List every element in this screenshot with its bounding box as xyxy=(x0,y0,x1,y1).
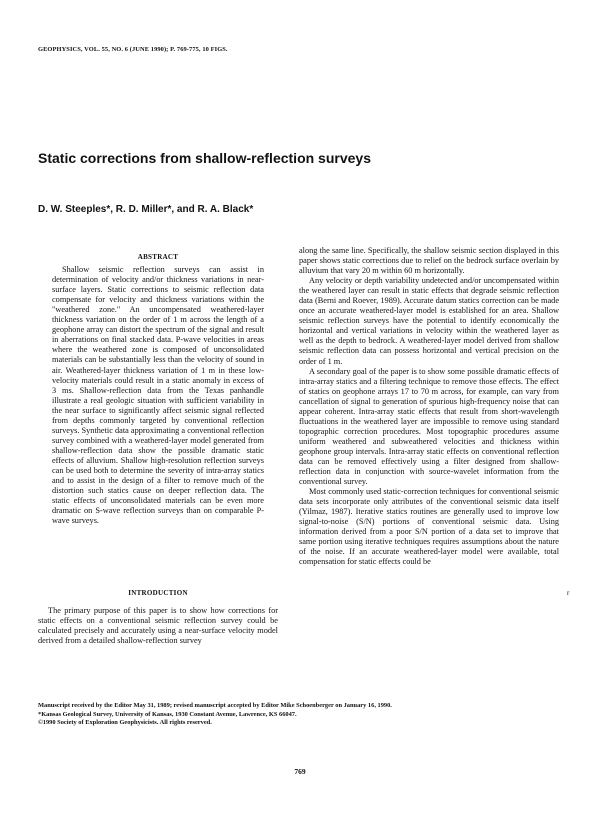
right-column xyxy=(299,246,559,568)
introduction-paragraph: The primary purpose of this paper is to show how corrections for static effects on a conventional seismic reflection survey could be calculated precisely and accurately using a near-surface velocity model derived from a detailed shallow-reflection survey xyxy=(38,606,278,646)
abstract-text: Shallow seismic reflection surveys can assist in determination of velocity and/or thickness variations in near-surface layers. Static corrections to seismic reflection data compensate for velocity and thickness variations within the "weathered zone." An uncompensated weathered-layer thickness variation on the order of 1 m across the length of a geophone array can distort the spectrum of the signal and result in aberrations on final stacked data. P-wave velocities in areas where the weathered zone is composed of unconsolidated materials can be substantially less than the velocity of sound in air. Weathered-layer thickness variation of 1 m in these low-velocity materials could result in a static anomaly in excess of 3 ms. Shallow-reflection data from the Texas panhandle illustrate a real geologic situation with sufficient variability in the near surface to significantly affect seismic signal reflected from depths commonly targeted by conventional reflection surveys. Synthetic data approximating a conventional reflection survey combined with a weathered-layer model generated from shallow-reflection data show the possible dramatic static effects of alluvium. Shallow high-resolution reflection surveys can be used both to determine the severity of intra-array statics and to assist in the design of a filter to remove much of the distortion such statics cause on deeper reflection data. The static effects of unconsolidated materials can be even more dramatic on S-wave reflection surveys than on comparable P-wave surveys. xyxy=(52,265,264,526)
right-paragraph-4: Most commonly used static-correction techniques for conventional seismic data sets incorporate only attributes of the conventional seismic data itself (Yilmaz, 1987). Iterative statics routines are generally used to improve low signal-to-noise (S/N) portions of conventional seismic data. Using information derived from a poor S/N portion of a data set to improve that same portion using iterative techniques requires assumptions about the nature of the noise. If an accurate weathered-layer model were available, total compensation for static effects could be xyxy=(299,487,559,567)
right-paragraph-1: along the same line. Specifically, the shallow seismic section displayed in this paper shows static corrections due to relief on the bedrock surface overlain by alluvium that vary 20 m within 60 m horizontally. xyxy=(299,246,559,276)
page-number: 769 xyxy=(294,767,306,776)
footnote-copyright: ©1990 Society of Exploration Geophysicists. All rights reserved. xyxy=(38,719,212,727)
introduction-heading: INTRODUCTION xyxy=(128,589,188,597)
footnote-rule xyxy=(38,700,138,701)
footnote-manuscript: Manuscript received by the Editor May 31, 1989; revised manuscript accepted by Editor Mike Schoenberger on January 16, 1990. xyxy=(38,702,392,709)
abstract-section xyxy=(52,252,264,526)
introduction-section xyxy=(38,606,278,646)
paper-title: Static corrections from shallow-reflection surveys xyxy=(38,150,371,166)
abstract-heading: ABSTRACT xyxy=(137,253,179,261)
author-list: D. W. Steeples*, R. D. Miller*, and R. A. Black* xyxy=(38,204,254,215)
margin-mark: r xyxy=(567,589,570,597)
footnote-affiliation: *Kansas Geological Survey, University of Kansas, 1930 Constant Avenue, Lawrence, KS 66047. xyxy=(38,710,297,718)
footnotes xyxy=(38,702,578,728)
right-paragraph-2: Any velocity or depth variability undetected and/or uncompensated within the weathered layer can result in static effects that degrade seismic reflection data (Berni and Roever, 1989). Accurate datum statics correction can be made once an accurate weathered-layer model is established for an area. Shallow seismic reflection surveys have the potential to identify economically the horizontal and vertical variations in velocity within the weathered layer as well as the depth to bedrock. A weathered-layer model derived from shallow seismic reflection data can possess horizontal and vertical precision on the order of 1 m. xyxy=(299,276,559,366)
journal-header: GEOPHYSICS, VOL. 55, NO. 6 (JUNE 1990); P. 769-775, 10 FIGS. xyxy=(38,46,228,53)
right-paragraph-3: A secondary goal of the paper is to show some possible dramatic effects of intra-array statics and a filtering technique to remove those effects. The effect of statics on geophone arrays 17 to 70 m across, for example, can vary from cancellation of signal to generation of spurious high-frequency noise that can appear coherent. Intra-array static effects that result from short-wavelength fluctuations in the weathered layer are impossible to remove using standard topographic correction procedures. Most topographic procedures assume uniform weathered and subweathered velocities and thickness within geophone group intervals. Intra-array static effects on conventional reflection data can be removed effectively using a filter designed from shallow-reflection data in conjunction with source-wavelet information from the conventional survey. xyxy=(299,366,559,487)
